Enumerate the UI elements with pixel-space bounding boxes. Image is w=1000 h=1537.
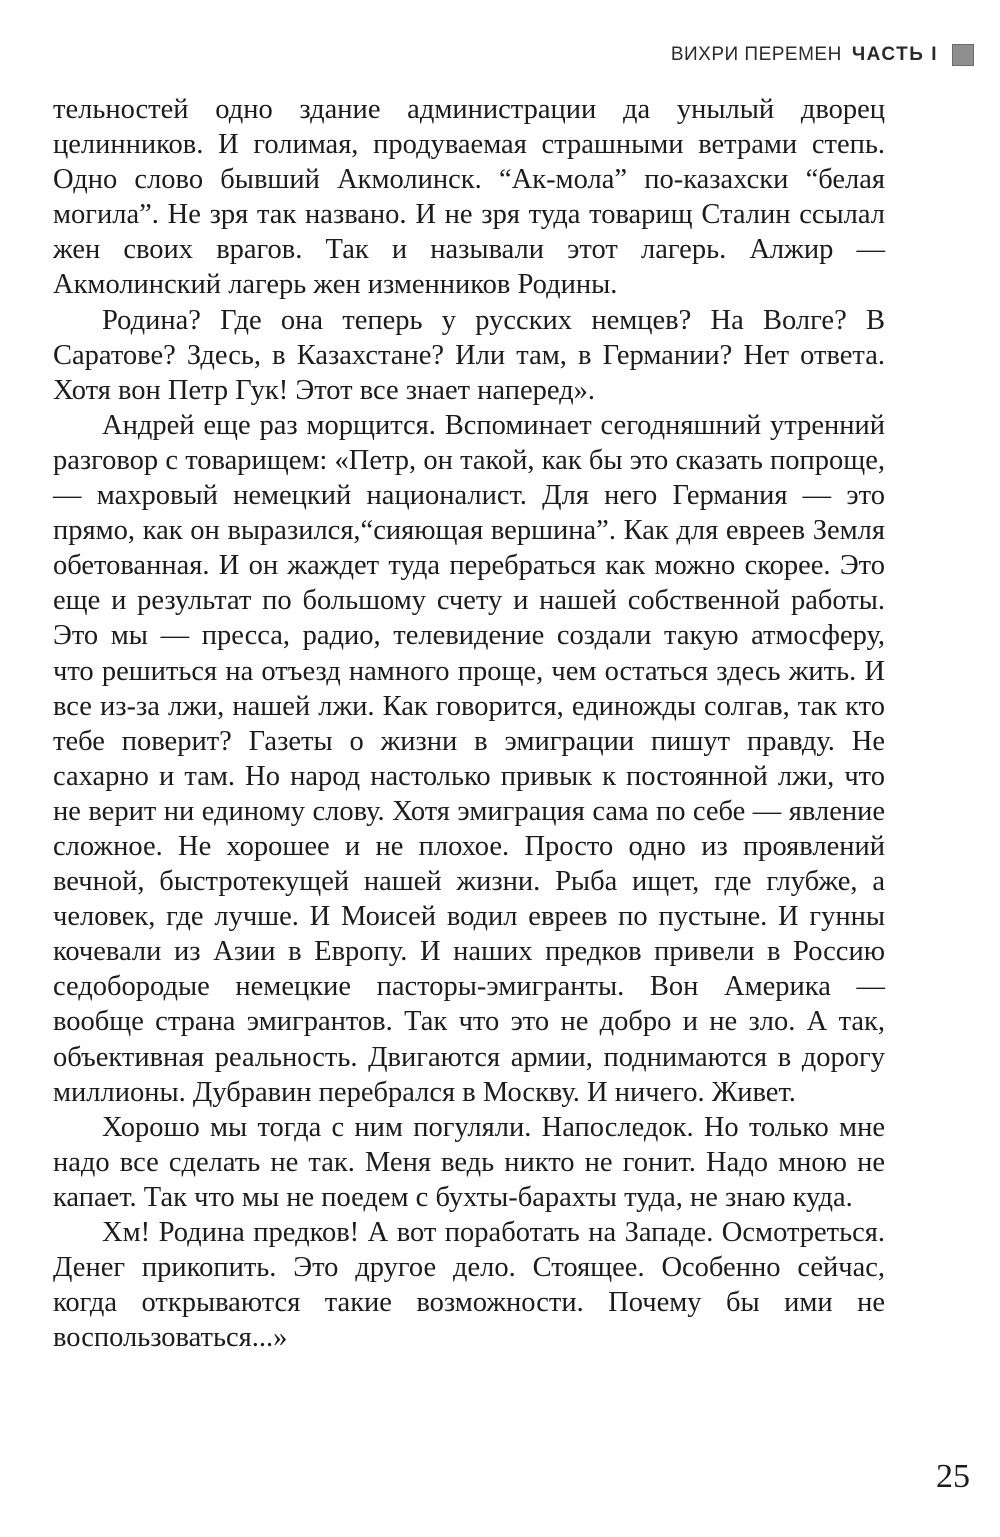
paragraph: Андрей еще раз морщится. Вспоминает сегодняшний утренний разговор с товарищем: «Петр, он такой, как бы это сказать попроще, — махровый немецкий националист. Для него Германия — это прямо, как он выразился,“сияющая вершина”. Как для евреев Земля обетованная. И он жаждет туда перебраться как можно скорее. Это еще и результат по большому счету и нашей собственной работы. Это мы — пресса, радио, телевидение создали такую атмосферу, что решиться на отъезд намного проще, чем остаться здесь жить. И все из-за лжи, нашей лжи. Как говорится, единожды солгав, так кто тебе поверит? Газеты о жизни в эмиграции пишут правду. Не сахарно и там. Но народ настолько привык к постоянной лжи, что не верит ни единому слову. Хотя эмиграция сама по себе — явление сложное. Не хорошее и не плохое. Просто одно из проявлений вечной, быстротекущей нашей жизни. Рыба ищет, где глубже, а человек, где лучше. И Моисей водил евреев по пустыне. И гунны кочевали из Азии в Европу. И наших предков привели в Россию седобородые немецкие пасторы-эмигранты. Вон Америка — вообще страна эмигрантов. Так что это не добро и не зло. А так, объективная реальность. Двигаются армии, поднимаются в дорогу миллионы. Дубравин перебрался в Москву. И ничего. Живет. [53, 409, 885, 1108]
text-body [53, 92, 885, 1355]
paragraph: Хорошо мы тогда с ним погуляли. Напоследок. Но только мне надо все сделать не так. Меня ведь никто не гонит. Надо мною не капает. Так что мы не поедем с бухты-барахты туда, не знаю куда. [53, 1111, 885, 1213]
part-label: ЧАСТЬ I [851, 44, 938, 65]
book-title: ВИХРИ ПЕРЕМЕН [670, 44, 842, 65]
page-number: 25 [936, 1458, 970, 1495]
paragraph-continued: тельностей одно здание администрации да унылый дворец целинников. И голимая, продуваемая страшными ветрами степь. Одно слово бывший Акмолинск. “Ак-мола” по-казахски “белая могила”. Не зря так названо. И не зря туда товарищ Сталин ссылал жен своих врагов. Так и называли этот лагерь. Алжир — Акмолинский лагерь жен изменников Родины. [53, 94, 885, 301]
running-head [671, 44, 974, 66]
paragraph: Родина? Где она теперь у русских немцев? На Волге? В Саратове? Здесь, в Казахстане? Или там, в Германии? Нет ответа. Хотя вон Петр Гук! Этот все знает наперед». [53, 304, 885, 406]
paragraph: Хм! Родина предков! А вот поработать на Западе. Осмотреться. Денег прикопить. Это другое дело. Стоящее. Особенно сейчас, когда открываются такие возможности. Почему бы ими не воспользоваться...» [53, 1217, 885, 1354]
section-marker-icon [952, 44, 974, 66]
